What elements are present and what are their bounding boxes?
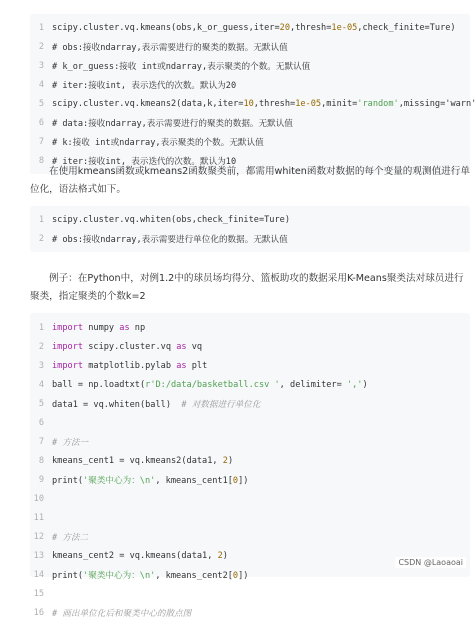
code-text	[52, 456, 233, 466]
code-line	[30, 432, 470, 451]
code-token: # obs:接收ndarray,表示需要进行的聚类的数据。无默认值	[52, 42, 288, 53]
code-token: matplotlib.pylab	[83, 360, 177, 371]
line-number: 14	[33, 569, 44, 580]
code-line	[30, 375, 470, 394]
line-number: 2	[38, 41, 44, 52]
code-token: , delimiter=	[279, 379, 347, 390]
code-token: print(	[52, 570, 84, 581]
code-line	[30, 337, 470, 356]
code-token: numpy	[83, 322, 120, 333]
code-line	[30, 94, 476, 113]
line-number: 6	[38, 117, 44, 128]
line-number: 1	[38, 22, 44, 33]
code-token: # 方法二	[52, 532, 89, 543]
code-token: ])	[238, 570, 249, 581]
code-token: kmeans_cent1 = vq.kmeans2(data1,	[52, 455, 223, 466]
line-number: 7	[38, 436, 44, 447]
code-text	[52, 79, 236, 91]
code-token: 20	[279, 22, 291, 33]
code-text	[52, 531, 88, 543]
code-line	[30, 318, 470, 337]
line-number: 5	[38, 398, 44, 409]
paragraph-text-1: 在使用kmeans函数或kmeans2函数聚类前，都需用whiten函数对数据的每个变量的观测值进行单位化，语法格式如下。	[30, 166, 470, 195]
code-token: r'D:/data/basketball.csv '	[145, 379, 280, 390]
paragraph-text-2: 例子：在Python中，对例1.2中的球员场均得分、篮板助攻的数据采用K-Means聚类法对球员进行聚类，指定聚类的个数k=2	[30, 273, 464, 302]
code-token: ])	[238, 475, 249, 486]
code-text	[52, 41, 288, 53]
code-text	[52, 398, 260, 410]
code-token: ,thresh=	[253, 98, 296, 109]
code-text	[52, 342, 202, 352]
code-token: vq	[186, 341, 203, 352]
code-token: # 对数据进行单位化	[181, 399, 261, 410]
code-token: import	[52, 341, 84, 352]
code-line	[30, 75, 470, 94]
line-number: 2	[38, 233, 44, 244]
line-number: 3	[38, 360, 44, 371]
code-token: as	[119, 322, 130, 333]
code-token: # 画出单位化后和聚类中心的散点图	[52, 608, 192, 619]
code-token: 1e-05	[331, 22, 358, 33]
code-token: np	[129, 322, 146, 333]
csdn-watermark: CSDN @Laoaoai	[395, 557, 466, 568]
code-token: 0	[232, 570, 239, 581]
code-text	[52, 136, 264, 148]
line-number: 12	[33, 531, 44, 542]
paragraph-whiten-intro	[30, 163, 470, 199]
line-number: 8	[38, 455, 44, 466]
code-token: # k:接收 int或ndarray,表示聚类的个数。无默认值	[52, 137, 264, 148]
line-number: 11	[33, 512, 44, 523]
code-line	[30, 56, 470, 75]
code-token: ,thresh=	[290, 22, 332, 33]
line-number: 13	[33, 550, 44, 561]
code-token: import	[52, 360, 84, 371]
line-number: 1	[38, 322, 44, 333]
line-number: 3	[38, 60, 44, 71]
code-line	[30, 394, 470, 413]
code-text	[52, 215, 290, 225]
code-token: )	[222, 550, 228, 561]
code-token: 1e-05	[295, 98, 322, 109]
code-text	[52, 607, 191, 619]
line-number: 1	[38, 214, 44, 225]
code-line	[30, 37, 470, 56]
code-token: )	[362, 379, 368, 390]
code-token: as	[176, 341, 187, 352]
code-token: ball = np.loadtxt(	[52, 379, 146, 390]
code-token: '聚类中心为：\n'	[83, 570, 156, 581]
code-text	[52, 117, 293, 129]
code-block-1	[30, 14, 476, 174]
code-token: print(	[52, 475, 84, 486]
code-token: scipy.cluster.vq.kmeans(obs,k_or_guess,iter=	[52, 22, 280, 33]
code-block-3	[30, 313, 470, 619]
code-text	[52, 323, 145, 333]
paragraph-example-intro	[30, 270, 470, 306]
code-text	[52, 361, 207, 371]
code-token: '聚类中心为：\n'	[83, 475, 156, 486]
line-number: 5	[38, 98, 44, 109]
code-line	[30, 584, 470, 603]
line-number: 7	[38, 136, 44, 147]
code-token: # obs:接收ndarray,表示需要进行单位化的数据。无默认值	[52, 234, 288, 245]
code-token: , kmeans_cent2[	[155, 570, 233, 581]
line-number: 4	[38, 379, 44, 390]
code-token: )	[227, 455, 234, 466]
line-number: 9	[38, 474, 44, 485]
code-text	[52, 474, 248, 486]
code-line	[30, 451, 470, 470]
code-text	[52, 551, 228, 561]
line-number: 15	[33, 588, 44, 599]
code-token: scipy.cluster.vq.whiten(obs,check_finite=Ture)	[52, 214, 290, 225]
line-number: 2	[38, 341, 44, 352]
code-text	[52, 60, 310, 72]
code-line	[30, 229, 470, 248]
code-token: # data:接收ndarray,表示需要进行的聚类的数据。无默认值	[52, 118, 293, 129]
code-line	[30, 356, 470, 375]
code-token: 10	[243, 98, 254, 109]
code-text	[52, 233, 288, 245]
code-text	[52, 380, 368, 390]
code-line	[30, 210, 470, 229]
code-token: ,missing='warn'	[398, 98, 476, 109]
code-text	[52, 569, 248, 581]
code-token: 'random'	[357, 98, 399, 109]
code-token: 0	[232, 475, 239, 486]
line-number: 6	[38, 417, 44, 428]
code-line	[30, 413, 470, 432]
code-block-2	[30, 206, 470, 252]
code-text	[52, 23, 456, 33]
line-number: 10	[33, 493, 44, 504]
code-token: ,check_finite=Ture)	[357, 22, 456, 33]
code-token: , kmeans_cent1[	[155, 475, 233, 486]
line-number: 4	[38, 79, 44, 90]
code-line	[30, 113, 470, 132]
code-token: scipy.cluster.vq.kmeans2(data,k,iter=	[52, 98, 244, 109]
code-line	[30, 527, 470, 546]
code-line	[30, 489, 470, 508]
code-token: as	[176, 360, 187, 371]
code-token: kmeans_cent2 = vq.kmeans(data1,	[52, 550, 218, 561]
code-token: plt	[186, 360, 208, 371]
code-token: import	[52, 322, 84, 333]
code-token: 2	[217, 550, 223, 561]
code-token: ','	[346, 379, 363, 390]
code-text	[52, 99, 476, 109]
code-text	[52, 436, 88, 448]
code-token: # k_or_guess:接收 int或ndarray,表示聚类的个数。无默认值	[52, 61, 311, 72]
code-token: data1 = vq.whiten(ball)	[52, 399, 182, 410]
code-line	[30, 603, 470, 622]
code-token: # iter:接收int, 表示迭代的次数。默认为20	[52, 80, 237, 91]
code-line	[30, 132, 470, 151]
code-token: scipy.cluster.vq	[83, 341, 177, 352]
code-token: 2	[222, 455, 228, 466]
code-line	[30, 508, 470, 527]
code-line	[30, 470, 470, 489]
code-line	[30, 18, 470, 37]
line-number: 8	[38, 155, 44, 166]
code-token: ,minit=	[321, 98, 358, 109]
line-number: 16	[33, 607, 44, 618]
code-token: # 方法一	[52, 437, 89, 448]
code-token: # iter:接收int, 表示迭代的次数。默认为10	[52, 156, 237, 167]
